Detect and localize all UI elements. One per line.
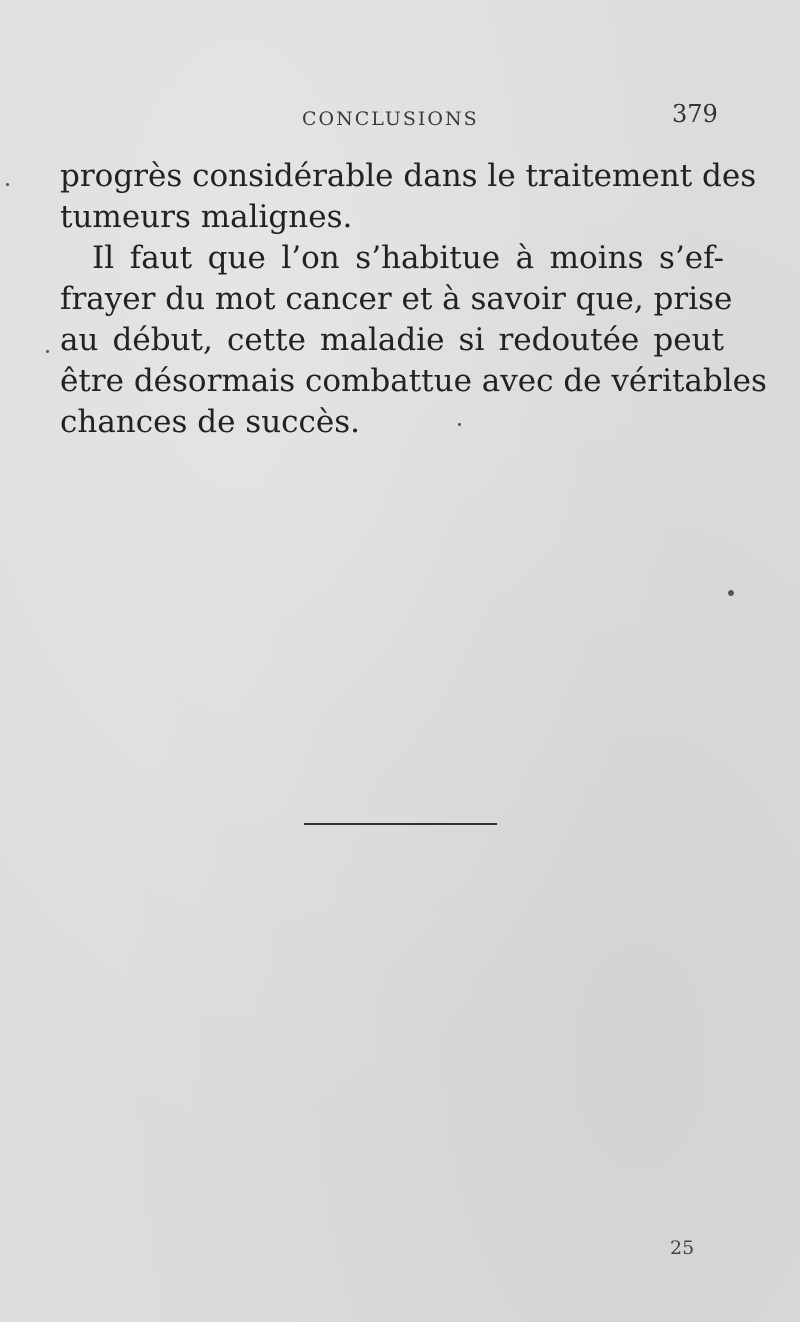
body-text <box>60 156 767 443</box>
text-line: chances de succès. <box>60 404 360 440</box>
text-line: tumeurs malignes. <box>60 199 353 235</box>
text-line: être désormais combattue avec de véritables <box>60 363 767 399</box>
ink-speck <box>458 423 461 426</box>
signature-mark: 25 <box>670 1237 695 1259</box>
ink-speck <box>46 350 49 353</box>
text-line: Il faut que l’on s’habitue à moins s’ef- <box>92 240 724 276</box>
page-number: 379 <box>672 100 718 128</box>
ink-speck <box>728 590 734 596</box>
text-line: progrès considérable dans le traitement des <box>60 158 757 194</box>
running-head: CONCLUSIONS <box>302 108 479 130</box>
ink-speck <box>6 183 9 186</box>
text-line: au début, cette maladie si redoutée peut <box>60 322 724 358</box>
text-line: frayer du mot cancer et à savoir que, prise <box>60 281 733 317</box>
end-rule <box>304 823 497 825</box>
